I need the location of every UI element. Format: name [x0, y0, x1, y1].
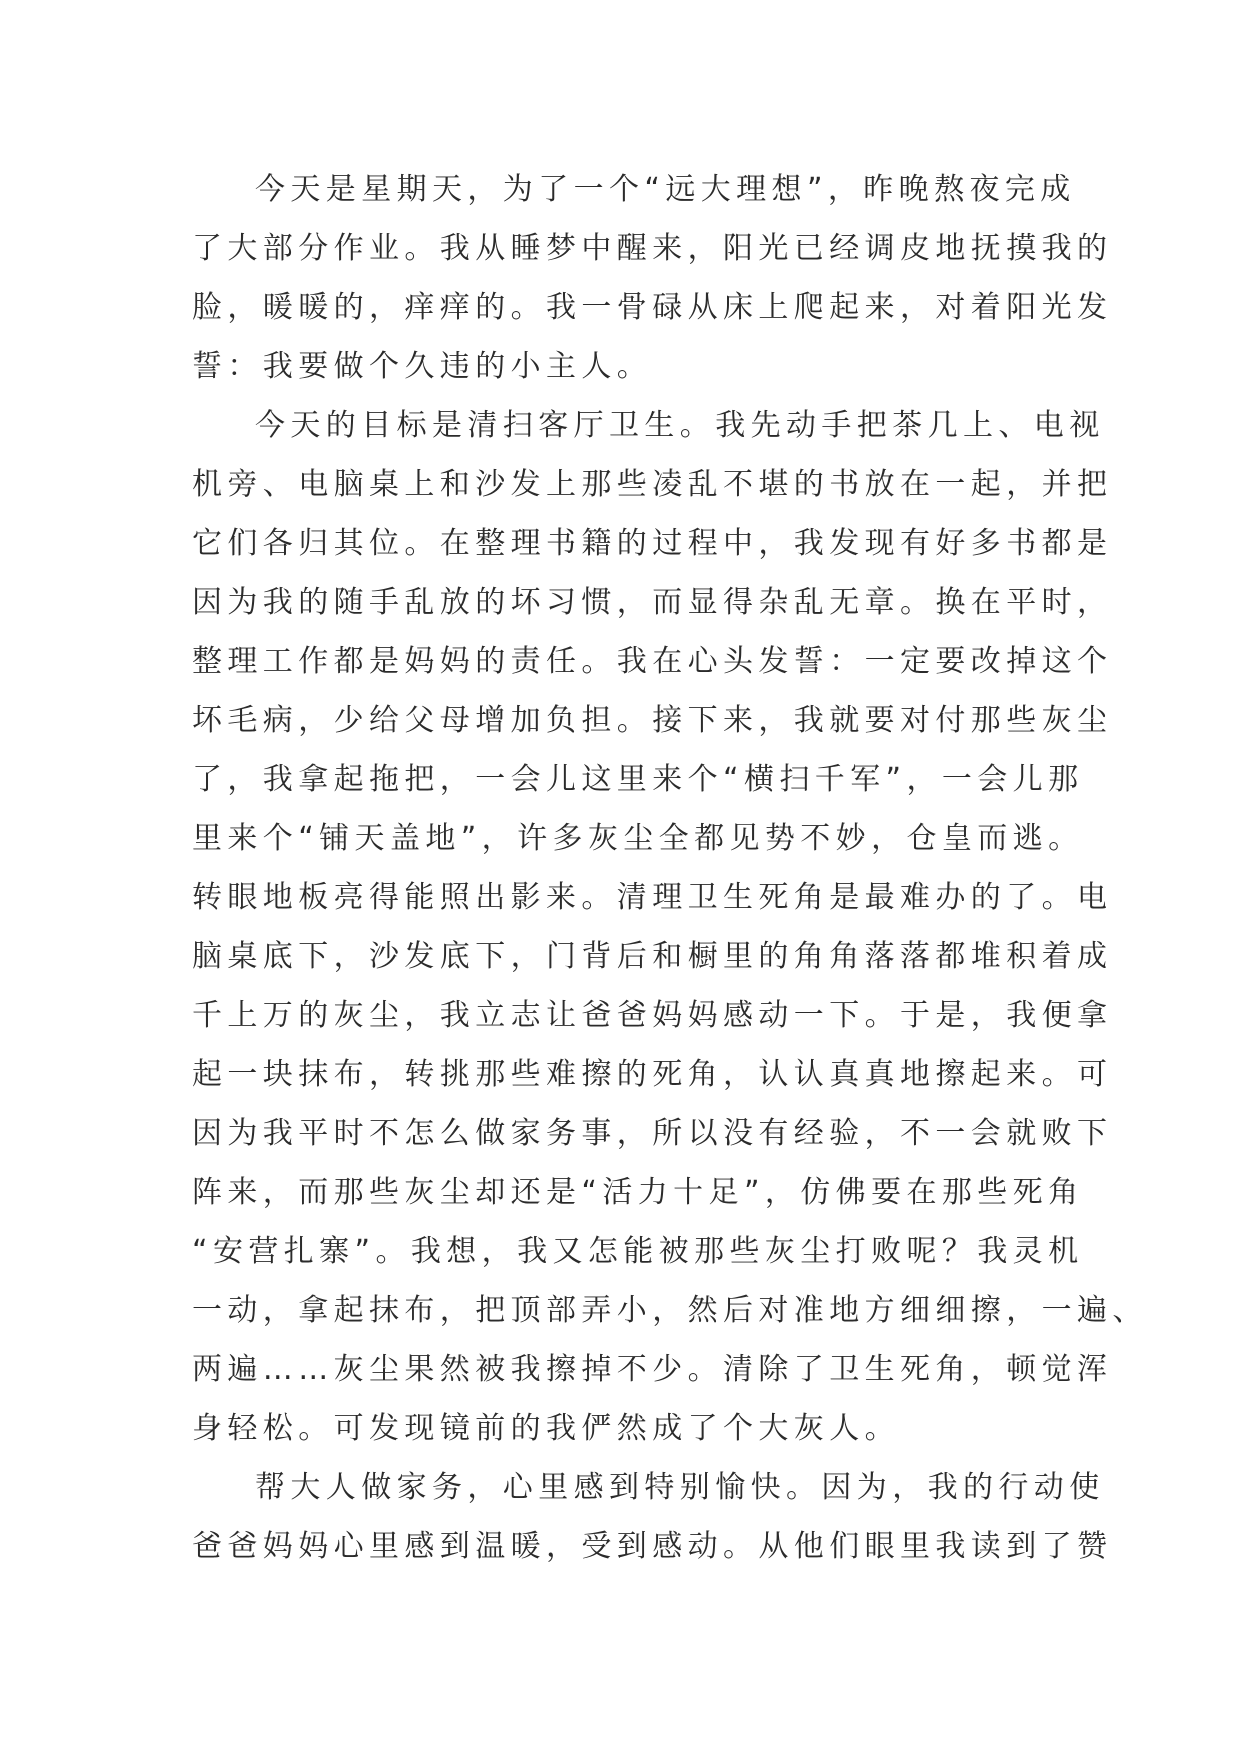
- paragraph-2-line-16: 一动，拿起抹布，把顶部弄小，然后对准地方细细擦，一遍、: [192, 1293, 1148, 1328]
- paragraph-2-line-5: 整理工作都是妈妈的责任。我在心头发誓：一定要改掉这个: [192, 644, 1113, 679]
- paragraph-2-line-3: 它们各归其位。在整理书籍的过程中，我发现有好多书都是: [192, 526, 1113, 561]
- paragraph-2-line-6: 坏毛病，少给父母增加负担。接下来，我就要对付那些灰尘: [192, 703, 1113, 738]
- paragraph-2-line-12: 起一块抹布，转挑那些难擦的死角，认认真真地擦起来。可: [192, 1057, 1113, 1092]
- paragraph-2-line-11: 千上万的灰尘，我立志让爸爸妈妈感动一下。于是，我便拿: [192, 998, 1113, 1033]
- paragraph-2-line-14: 阵来，而那些灰尘却还是“活力十足”，仿佛要在那些死角: [192, 1175, 1084, 1210]
- paragraph-1-line-3: 脸，暖暖的，痒痒的。我一骨碌从床上爬起来，对着阳光发: [192, 290, 1113, 325]
- paragraph-2-line-7: 了，我拿起拖把，一会儿这里来个“横扫千军”，一会儿那: [192, 762, 1084, 797]
- paragraph-2-line-1: 今天的目标是清扫客厅卫生。我先动手把茶几上、电视: [255, 408, 1105, 443]
- paragraph-2-line-2: 机旁、电脑桌上和沙发上那些凌乱不堪的书放在一起，并把: [192, 467, 1113, 502]
- paragraph-2-line-10: 脑桌底下，沙发底下，门背后和橱里的角角落落都堆积着成: [192, 939, 1113, 974]
- paragraph-2-line-15: “安营扎寨”。我想，我又怎能被那些灰尘打败呢？我灵机: [192, 1234, 1084, 1269]
- paragraph-1-line-4: 誓：我要做个久违的小主人。: [192, 349, 653, 384]
- paragraph-3-line-2: 爸爸妈妈心里感到温暖，受到感动。从他们眼里我读到了赞: [192, 1529, 1113, 1564]
- paragraph-2-line-13: 因为我平时不怎么做家务事，所以没有经验，不一会就败下: [192, 1116, 1113, 1151]
- paragraph-2-line-4: 因为我的随手乱放的坏习惯，而显得杂乱无章。换在平时，: [192, 585, 1113, 620]
- paragraph-1-line-1: 今天是星期天，为了一个“远大理想”，昨晚熬夜完成: [255, 172, 1076, 207]
- paragraph-3-line-1: 帮大人做家务，心里感到特别愉快。因为，我的行动使: [255, 1470, 1105, 1505]
- paragraph-2-line-9: 转眼地板亮得能照出影来。清理卫生死角是最难办的了。电: [192, 880, 1113, 915]
- paragraph-2-line-8: 里来个“铺天盖地”，许多灰尘全都见势不妙，仓皇而逃。: [192, 821, 1084, 856]
- paragraph-1-line-2: 了大部分作业。我从睡梦中醒来，阳光已经调皮地抚摸我的: [192, 231, 1113, 266]
- paragraph-2-line-17: 两遍……灰尘果然被我擦掉不少。清除了卫生死角，顿觉浑: [192, 1352, 1113, 1387]
- paragraph-2-line-18: 身轻松。可发现镜前的我俨然成了个大灰人。: [192, 1411, 900, 1446]
- essay-body: [192, 160, 1148, 1576]
